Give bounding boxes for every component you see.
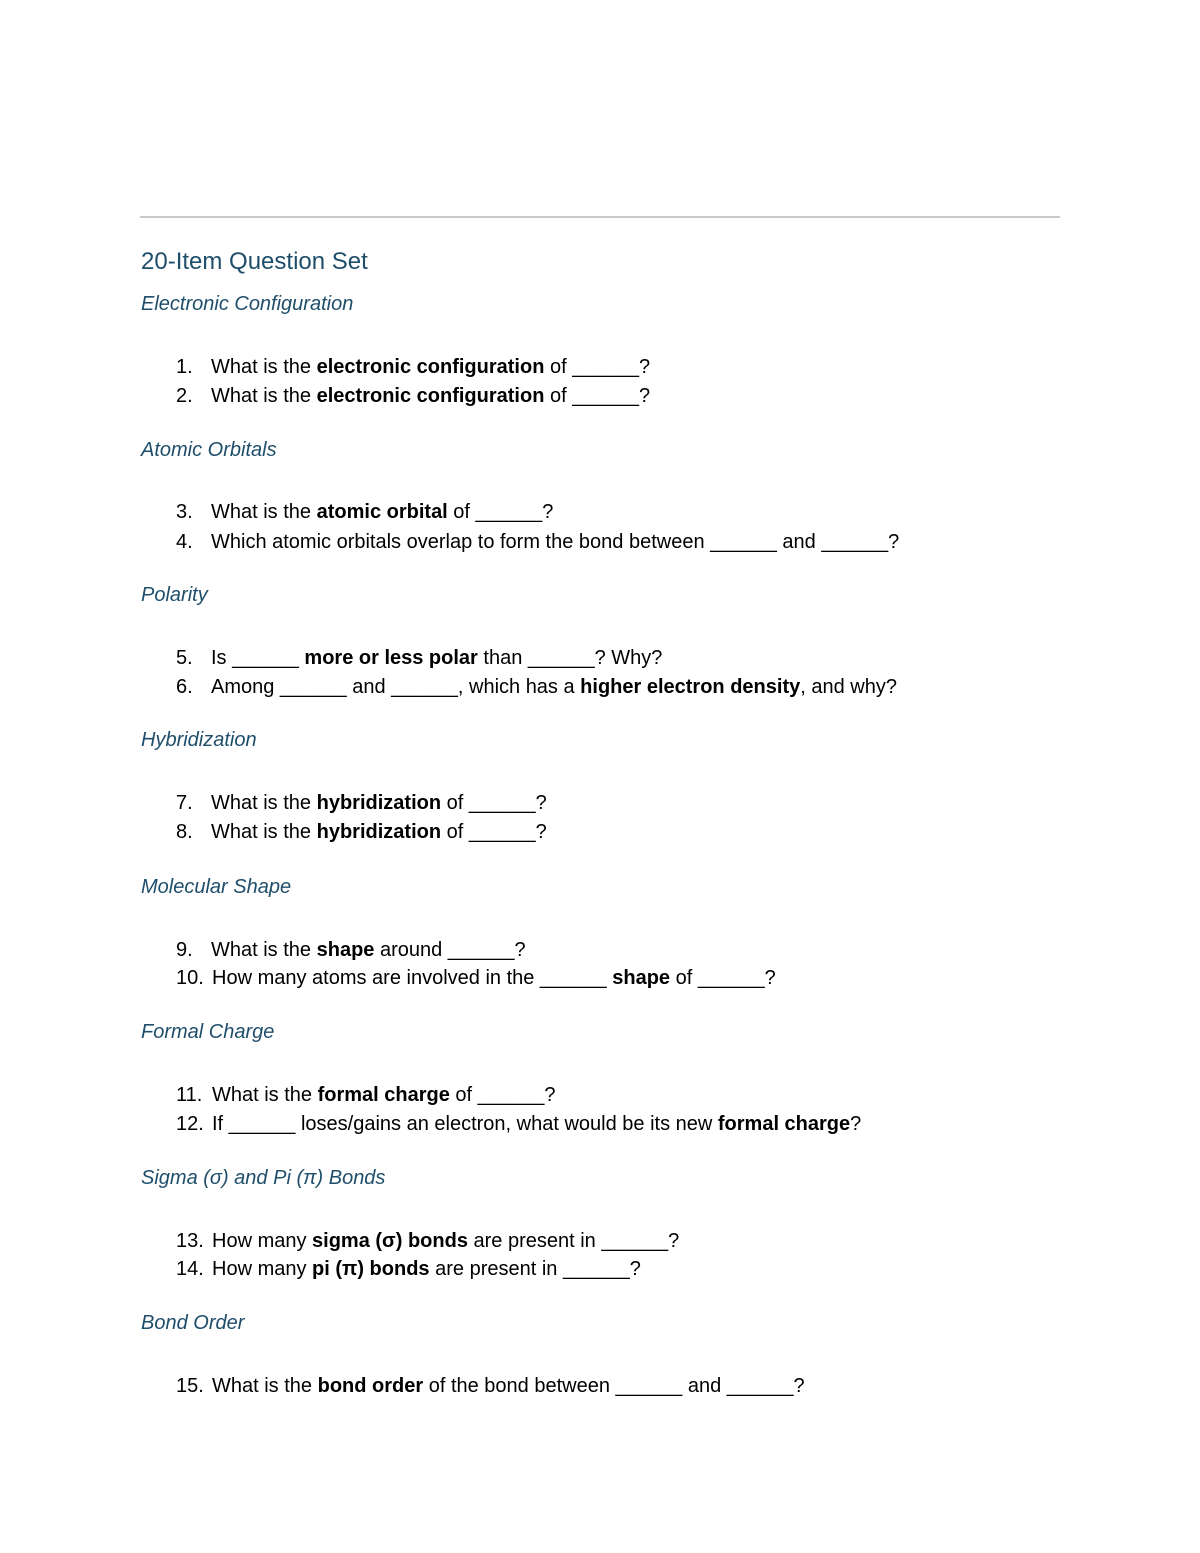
question-text: What is the atomic orbital of ______? (211, 501, 554, 523)
question-number: 10. (176, 967, 204, 989)
question-text: Among ______ and ______, which has a higher electron density, and why? (211, 676, 897, 698)
section-heading-electronic-configuration: Electronic Configuration (141, 293, 354, 315)
question-text: How many pi (π) bonds are present in ______? (212, 1258, 641, 1280)
question-number: 12. (176, 1113, 204, 1135)
question-text: What is the shape around ______? (211, 939, 526, 961)
question-number: 11. (176, 1084, 203, 1106)
section-heading-hybridization: Hybridization (141, 729, 257, 751)
section-heading-polarity: Polarity (141, 584, 208, 606)
question-text: How many atoms are involved in the ______ shape of ______? (212, 967, 776, 989)
question-text: What is the electronic configuration of ______? (211, 385, 651, 407)
question-number: 15. (176, 1375, 204, 1397)
question-text: What is the hybridization of ______? (211, 792, 547, 814)
question-text: How many sigma (σ) bonds are present in ______? (212, 1230, 680, 1252)
section-heading-bond-order: Bond Order (141, 1312, 245, 1334)
question-text: If ______ loses/gains an electron, what would be its new formal charge? (212, 1113, 862, 1135)
question-text: What is the formal charge of ______? (212, 1084, 556, 1106)
question-text: What is the electronic configuration of ______? (211, 356, 651, 378)
question-number: 6. (176, 676, 193, 698)
page-title: 20-Item Question Set (141, 248, 368, 275)
section-heading-molecular-shape: Molecular Shape (141, 876, 292, 898)
question-number: 4. (176, 531, 193, 553)
question-number: 13. (176, 1230, 204, 1252)
header-divider (140, 216, 1060, 218)
question-number: 14. (176, 1258, 204, 1280)
question-number: 5. (176, 647, 193, 669)
question-number: 3. (176, 501, 193, 523)
question-text: What is the bond order of the bond between ______ and ______? (212, 1375, 805, 1397)
question-text: What is the hybridization of ______? (211, 821, 547, 843)
question-number: 1. (176, 356, 193, 378)
question-number: 7. (176, 792, 193, 814)
question-text: Is ______ more or less polar than ______? Why? (211, 647, 663, 669)
section-heading-formal-charge: Formal Charge (141, 1021, 275, 1043)
question-number: 2. (176, 385, 193, 407)
section-heading-atomic-orbitals: Atomic Orbitals (141, 439, 277, 461)
question-number: 8. (176, 821, 193, 843)
question-text: Which atomic orbitals overlap to form the bond between ______ and ______? (211, 531, 900, 553)
question-number: 9. (176, 939, 193, 961)
section-heading-sigma-pi-bonds: Sigma (σ) and Pi (π) Bonds (141, 1167, 386, 1189)
